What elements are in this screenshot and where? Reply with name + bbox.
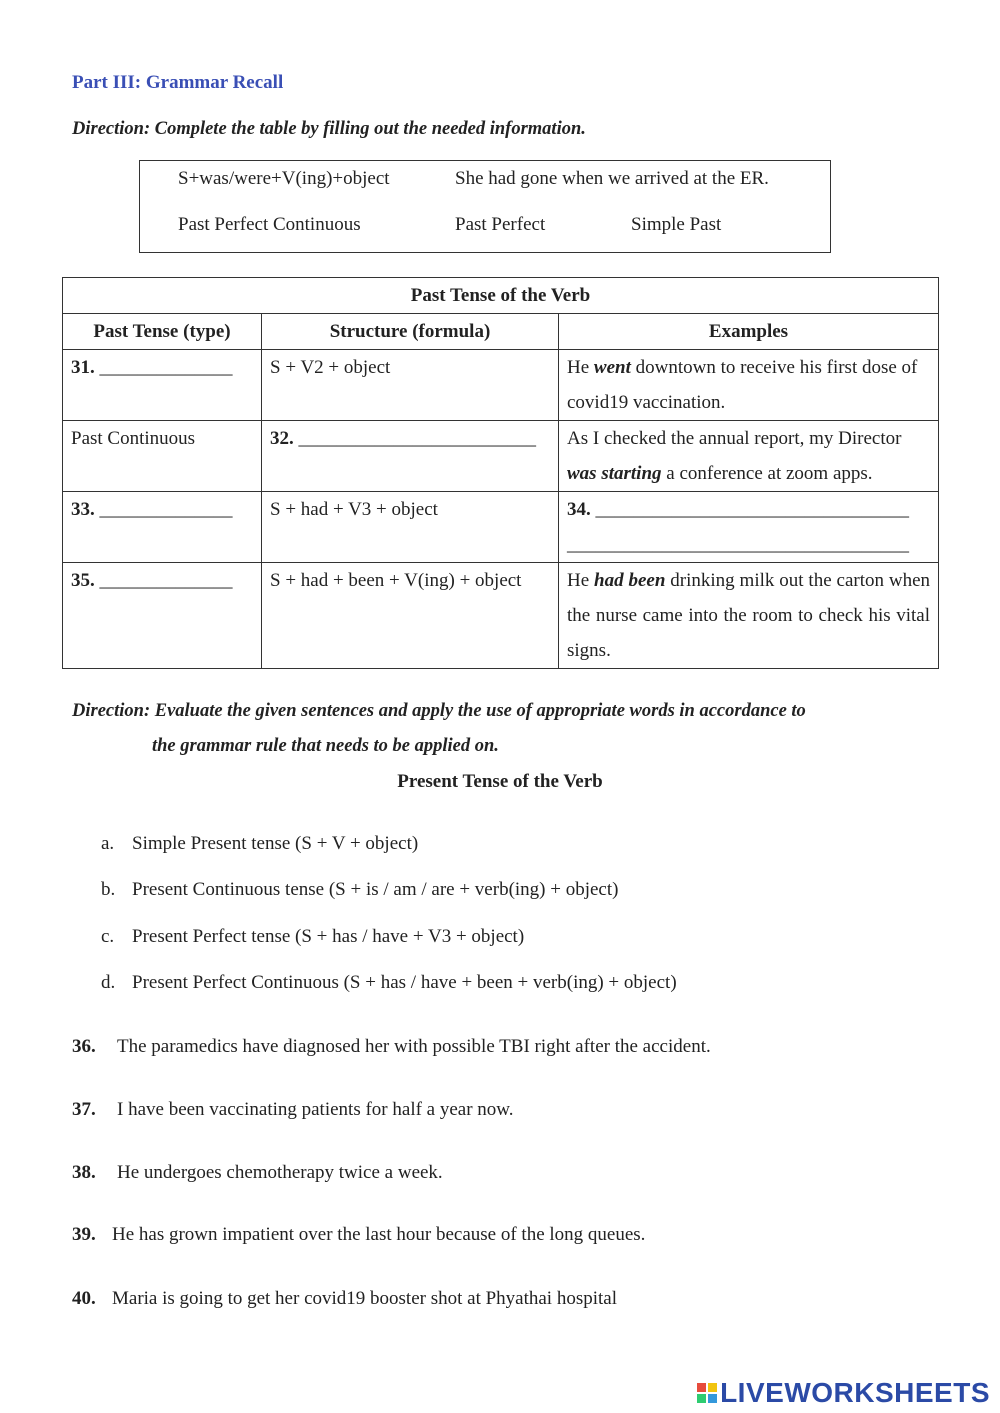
item-number: 33. [71,499,95,520]
question-text: Maria is going to get her covid19 booster shot at Phyathai hospital [112,1288,618,1309]
question-39[interactable] [72,1224,645,1246]
answer-cell-32[interactable] [262,421,559,492]
item-number: 32. [270,428,294,449]
word-box-item: S+was/were+V(ing)+object [178,168,390,189]
example-verb: had been [594,570,666,591]
word-box-item: Simple Past [631,214,722,235]
item-number: 31. [71,357,95,378]
answer-blank[interactable]: ______________ [94,570,233,591]
direction-2-line-1: Direction: Evaluate the given sentences and apply the use of appropriate words in accordance to [72,701,806,721]
word-box-item: Past Perfect [455,214,546,235]
direction-2-line-2: the grammar rule that needs to be applied on. [152,736,499,756]
answer-cell-33[interactable] [63,492,262,563]
question-number: 37. [72,1099,96,1120]
structure-cell: S + had + been + V(ing) + object [262,563,559,669]
example-text: He [567,570,595,591]
answer-blank[interactable]: _________________________ [293,428,536,449]
column-header: Examples [559,314,939,350]
part-title: Part III: Grammar Recall [72,72,284,93]
option-letter: a. [101,833,115,854]
column-header: Structure (formula) [262,314,559,350]
example-cell [559,421,939,492]
option-b [101,879,618,901]
table-row [63,563,939,669]
past-tense-table [62,277,939,669]
direction-1: Direction: Complete the table by filling out the needed information. [72,119,586,139]
option-text: Simple Present tense (S + V + object) [132,833,419,854]
logo-text: LIVEWORKSHEETS [720,1377,990,1408]
question-text: I have been vaccinating patients for half a year now. [117,1099,514,1120]
answer-blank[interactable]: ____________________________________ [567,534,909,555]
structure-cell: S + V2 + object [262,350,559,421]
option-a [101,833,418,855]
table-row [63,492,939,563]
table-row [63,350,939,421]
question-text: The paramedics have diagnosed her with possible TBI right after the accident. [117,1036,711,1057]
question-number: 36. [72,1036,96,1057]
word-box-item: She had gone when we arrived at the ER. [455,168,769,189]
example-verb: was starting [567,463,662,484]
example-verb: went [593,357,631,378]
type-cell: Past Continuous [63,421,262,492]
example-text: a conference at zoom apps. [661,463,873,484]
item-number: 35. [71,570,95,591]
question-37[interactable] [72,1099,514,1121]
question-number: 38. [72,1162,96,1183]
option-d [101,972,677,994]
option-letter: b. [101,879,116,900]
example-text: As I checked the annual report, my Director [567,428,902,449]
answer-cell-31[interactable] [63,350,262,421]
example-text: drinking milk out the carton when the nurse came into the room to check his vital signs. [567,570,931,661]
word-box [139,160,831,253]
option-text: Present Perfect tense (S + has / have + V3 + object) [132,926,525,947]
answer-blank[interactable]: ______________ [94,499,233,520]
logo-squares-icon [697,1383,717,1403]
answer-blank[interactable]: ______________ [94,357,233,378]
example-text: He [567,357,594,378]
item-number: 34. [567,499,591,520]
example-cell [559,350,939,421]
question-text: He has grown impatient over the last hour because of the long queues. [112,1224,646,1245]
option-text: Present Perfect Continuous (S + has / have + been + verb(ing) + object) [132,972,677,993]
answer-cell-34[interactable] [559,492,939,563]
example-text: downtown to receive his first dose of covid19 vaccination. [567,357,918,413]
option-text: Present Continuous tense (S + is / am / are + verb(ing) + object) [132,879,619,900]
option-letter: c. [101,926,115,947]
answer-blank[interactable]: _________________________________ [590,499,909,520]
present-tense-title: Present Tense of the Verb [397,771,603,792]
option-c [101,926,524,948]
question-text: He undergoes chemotherapy twice a week. [117,1162,443,1183]
structure-cell: S + had + V3 + object [262,492,559,563]
liveworksheets-logo [697,1378,990,1408]
answer-cell-35[interactable] [63,563,262,669]
table-header-row [63,314,939,350]
question-38[interactable] [72,1162,443,1184]
question-40[interactable] [72,1288,617,1310]
question-36[interactable] [72,1036,711,1058]
option-letter: d. [101,972,116,993]
example-cell [559,563,939,669]
column-header: Past Tense (type) [63,314,262,350]
table-title: Past Tense of the Verb [63,278,939,314]
question-number: 39. [72,1224,96,1245]
question-number: 40. [72,1288,96,1309]
table-row [63,421,939,492]
word-box-item: Past Perfect Continuous [178,214,361,235]
